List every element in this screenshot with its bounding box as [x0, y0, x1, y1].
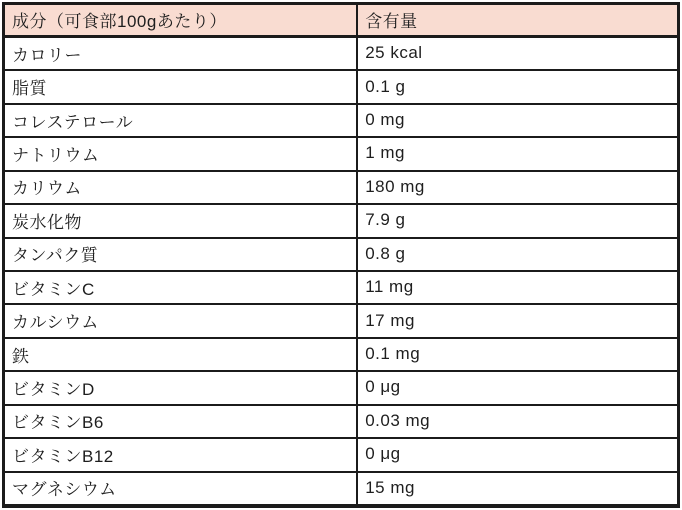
amount-cell: 0.03 mg	[357, 405, 678, 438]
table-row	[4, 338, 679, 371]
component-cell: 脂質	[4, 70, 358, 103]
amount-cell: 0.8 g	[357, 238, 678, 271]
amount-cell: 180 mg	[357, 171, 678, 204]
table-row	[4, 137, 679, 170]
component-cell: ビタミンD	[4, 371, 358, 404]
component-cell: タンパク質	[4, 238, 358, 271]
amount-cell: 0 mg	[357, 104, 678, 137]
component-cell: カロリー	[4, 37, 358, 71]
table-row	[4, 70, 679, 103]
header-row	[4, 4, 679, 37]
table-row	[4, 271, 679, 304]
amount-cell: 11 mg	[357, 271, 678, 304]
header-amount: 含有量	[357, 4, 678, 37]
amount-cell: 7.9 g	[357, 204, 678, 237]
table-row	[4, 104, 679, 137]
amount-cell: 0.1 g	[357, 70, 678, 103]
table-row	[4, 472, 679, 507]
nutrition-table	[2, 2, 680, 508]
table-row	[4, 371, 679, 404]
component-cell: コレステロール	[4, 104, 358, 137]
header-component: 成分（可食部100gあたり）	[4, 4, 358, 37]
component-cell: ビタミンB6	[4, 405, 358, 438]
amount-cell: 0 μg	[357, 371, 678, 404]
amount-cell: 0.1 mg	[357, 338, 678, 371]
table-row	[4, 238, 679, 271]
component-cell: カリウム	[4, 171, 358, 204]
table-row	[4, 304, 679, 337]
component-cell: ビタミンC	[4, 271, 358, 304]
amount-cell: 0 μg	[357, 438, 678, 471]
amount-cell: 25 kcal	[357, 37, 678, 71]
component-cell: 鉄	[4, 338, 358, 371]
component-cell: カルシウム	[4, 304, 358, 337]
table-row	[4, 405, 679, 438]
component-cell: ナトリウム	[4, 137, 358, 170]
component-cell: マグネシウム	[4, 472, 358, 507]
table-row	[4, 204, 679, 237]
amount-cell: 1 mg	[357, 137, 678, 170]
component-cell: ビタミンB12	[4, 438, 358, 471]
amount-cell: 15 mg	[357, 472, 678, 507]
table-row	[4, 171, 679, 204]
table-body	[4, 37, 679, 507]
table-row	[4, 438, 679, 471]
amount-cell: 17 mg	[357, 304, 678, 337]
table-row	[4, 37, 679, 71]
component-cell: 炭水化物	[4, 204, 358, 237]
